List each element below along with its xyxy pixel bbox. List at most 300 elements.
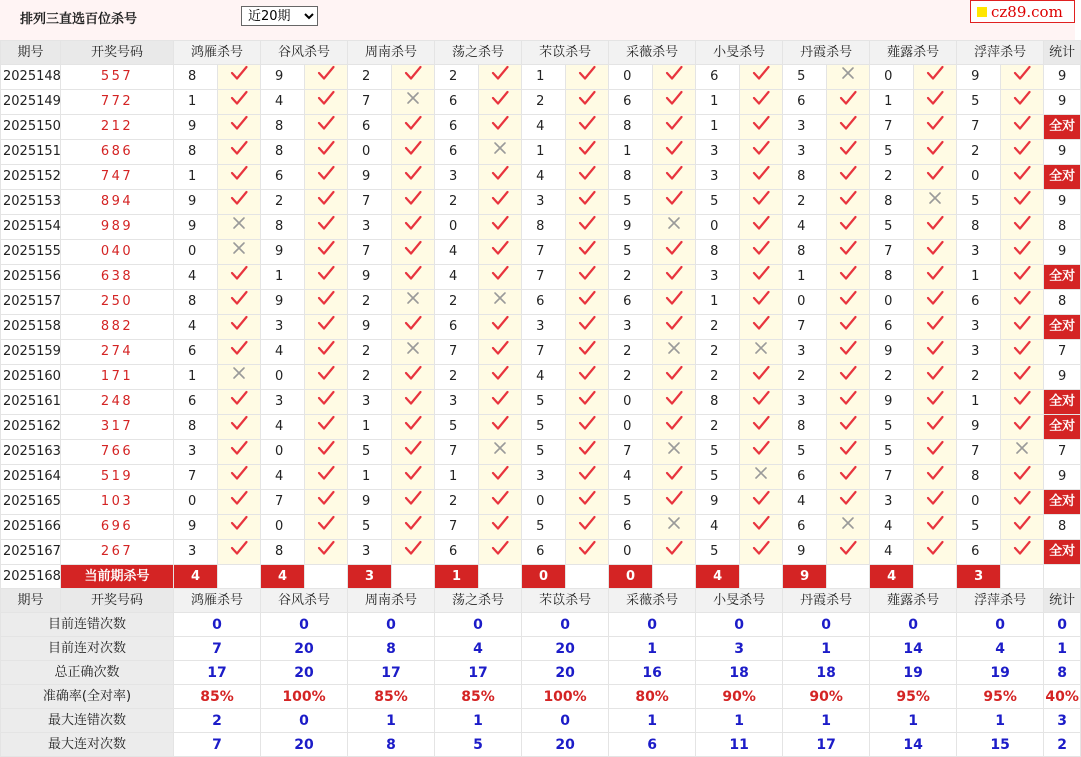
check-icon — [392, 240, 435, 265]
column-header: 开奖号码 — [61, 41, 174, 65]
column-header: 薤露杀号 — [870, 589, 957, 613]
empty-cell — [305, 565, 348, 589]
kill-number-cell: 0 — [261, 515, 305, 540]
kill-number-cell: 6 — [435, 540, 479, 565]
kill-number-cell: 9 — [870, 340, 914, 365]
kill-number-cell: 7 — [435, 515, 479, 540]
kill-number-cell: 2 — [696, 415, 740, 440]
kill-number-cell: 3 — [609, 315, 653, 340]
summary-value: 20 — [261, 637, 348, 661]
period-cell: 2025151 — [1, 140, 61, 165]
kill-number-cell: 6 — [696, 65, 740, 90]
column-header: 周南杀号 — [348, 589, 435, 613]
check-icon — [740, 215, 783, 240]
check-icon — [740, 165, 783, 190]
summary-value: 1 — [1044, 637, 1081, 661]
draw-number-cell: 557 — [61, 65, 174, 90]
check-icon — [305, 540, 348, 565]
period-cell: 2025163 — [1, 440, 61, 465]
column-header: 鸿雁杀号 — [174, 589, 261, 613]
summary-value: 90% — [696, 685, 783, 709]
check-icon — [827, 315, 870, 340]
check-icon — [653, 465, 696, 490]
check-icon — [740, 115, 783, 140]
kill-number-cell: 9 — [348, 165, 392, 190]
kill-number-cell: 7 — [609, 440, 653, 465]
check-icon — [479, 340, 522, 365]
check-icon — [218, 340, 261, 365]
summary-row — [1, 733, 1081, 757]
check-icon — [566, 340, 609, 365]
kill-number-cell: 1 — [348, 415, 392, 440]
check-icon — [392, 365, 435, 390]
summary-value: 6 — [609, 733, 696, 757]
kill-number-cell: 5 — [870, 440, 914, 465]
column-header: 期号 — [1, 41, 61, 65]
check-icon — [305, 315, 348, 340]
kill-number-cell: 3 — [783, 115, 827, 140]
kill-number-cell: 1 — [957, 265, 1001, 290]
period-cell: 2025158 — [1, 315, 61, 340]
table-row — [1, 140, 1081, 165]
kill-number-cell: 1 — [696, 290, 740, 315]
summary-value: 0 — [609, 613, 696, 637]
summary-value: 20 — [522, 661, 609, 685]
kill-number-cell: 4 — [696, 515, 740, 540]
kill-number-cell: 4 — [261, 415, 305, 440]
draw-number-cell: 747 — [61, 165, 174, 190]
cross-icon — [218, 365, 261, 390]
summary-value: 1 — [957, 709, 1044, 733]
kill-number-cell: 0 — [609, 540, 653, 565]
check-icon — [566, 465, 609, 490]
check-icon — [914, 165, 957, 190]
kill-number-cell: 2 — [435, 290, 479, 315]
kill-number-cell: 8 — [261, 215, 305, 240]
current-kill-number: 0 — [522, 565, 566, 589]
current-kill-number: 4 — [174, 565, 218, 589]
kill-number-cell: 5 — [870, 415, 914, 440]
current-kill-number: 1 — [435, 565, 479, 589]
kill-number-cell: 9 — [174, 515, 218, 540]
check-icon — [653, 265, 696, 290]
period-cell: 2025161 — [1, 390, 61, 415]
check-icon — [392, 215, 435, 240]
check-icon — [305, 515, 348, 540]
check-icon — [479, 365, 522, 390]
check-icon — [1001, 515, 1044, 540]
kill-number-cell: 4 — [174, 265, 218, 290]
cross-icon — [392, 340, 435, 365]
stat-cell: 8 — [1044, 515, 1081, 540]
table-header-row — [1, 589, 1081, 613]
check-icon — [914, 440, 957, 465]
cross-icon — [827, 65, 870, 90]
check-icon — [305, 365, 348, 390]
check-icon — [218, 165, 261, 190]
check-icon — [392, 490, 435, 515]
check-icon — [479, 415, 522, 440]
kill-number-cell: 6 — [174, 340, 218, 365]
check-icon — [827, 415, 870, 440]
check-icon — [740, 90, 783, 115]
kill-number-cell: 9 — [261, 290, 305, 315]
check-icon — [305, 215, 348, 240]
kill-number-cell: 3 — [348, 540, 392, 565]
summary-value: 95% — [870, 685, 957, 709]
kill-number-cell: 2 — [522, 90, 566, 115]
summary-value: 0 — [957, 613, 1044, 637]
stat-cell: 全对 — [1044, 115, 1081, 140]
table-row — [1, 90, 1081, 115]
summary-value: 20 — [261, 733, 348, 757]
check-icon — [740, 415, 783, 440]
cross-icon — [914, 190, 957, 215]
summary-value: 17 — [174, 661, 261, 685]
summary-row — [1, 709, 1081, 733]
check-icon — [305, 140, 348, 165]
kill-number-cell: 3 — [870, 490, 914, 515]
draw-number-cell: 171 — [61, 365, 174, 390]
summary-label: 总正确次数 — [1, 661, 174, 685]
summary-value: 0 — [783, 613, 870, 637]
stat-cell: 7 — [1044, 340, 1081, 365]
check-icon — [914, 415, 957, 440]
check-icon — [827, 90, 870, 115]
kill-number-cell: 3 — [957, 315, 1001, 340]
check-icon — [827, 115, 870, 140]
kill-number-cell: 3 — [348, 390, 392, 415]
draw-number-cell: 250 — [61, 290, 174, 315]
kill-number-cell: 5 — [696, 440, 740, 465]
empty-cell — [1044, 565, 1081, 589]
check-icon — [653, 365, 696, 390]
check-icon — [305, 465, 348, 490]
summary-label: 目前连错次数 — [1, 613, 174, 637]
draw-number-cell: 772 — [61, 90, 174, 115]
kill-number-cell: 1 — [174, 90, 218, 115]
kill-number-cell: 2 — [348, 340, 392, 365]
check-icon — [392, 390, 435, 415]
check-icon — [1001, 65, 1044, 90]
kill-number-cell: 6 — [435, 90, 479, 115]
kill-number-cell: 5 — [696, 190, 740, 215]
kill-number-cell: 7 — [435, 340, 479, 365]
summary-value: 0 — [696, 613, 783, 637]
check-icon — [653, 540, 696, 565]
kill-number-cell: 8 — [783, 415, 827, 440]
check-icon — [566, 540, 609, 565]
column-header: 荡之杀号 — [435, 589, 522, 613]
kill-number-cell: 3 — [522, 315, 566, 340]
summary-value: 4 — [435, 637, 522, 661]
current-kill-number: 4 — [870, 565, 914, 589]
kill-number-cell: 2 — [348, 365, 392, 390]
check-icon — [479, 190, 522, 215]
stat-cell: 9 — [1044, 240, 1081, 265]
kill-number-cell: 9 — [174, 190, 218, 215]
kill-number-cell: 5 — [870, 140, 914, 165]
kill-number-cell: 6 — [957, 290, 1001, 315]
kill-number-cell: 0 — [174, 490, 218, 515]
kill-number-cell: 8 — [870, 265, 914, 290]
period-cell: 2025156 — [1, 265, 61, 290]
kill-number-cell: 1 — [435, 465, 479, 490]
logo-square-icon — [977, 7, 987, 17]
summary-value: 7 — [174, 637, 261, 661]
stat-cell: 全对 — [1044, 315, 1081, 340]
kill-number-cell: 2 — [783, 190, 827, 215]
check-icon — [827, 340, 870, 365]
check-icon — [566, 190, 609, 215]
check-icon — [305, 290, 348, 315]
draw-number-cell: 686 — [61, 140, 174, 165]
kill-number-cell: 7 — [348, 240, 392, 265]
check-icon — [392, 265, 435, 290]
empty-cell — [392, 565, 435, 589]
draw-number-cell: 696 — [61, 515, 174, 540]
check-icon — [653, 415, 696, 440]
kill-number-cell: 5 — [522, 390, 566, 415]
current-period-row — [1, 565, 1081, 589]
cross-icon — [392, 90, 435, 115]
cross-icon — [653, 340, 696, 365]
site-logo[interactable] — [970, 0, 1075, 23]
column-header: 荡之杀号 — [435, 41, 522, 65]
kill-number-cell: 4 — [870, 515, 914, 540]
summary-value: 0 — [522, 613, 609, 637]
kill-number-cell: 1 — [174, 365, 218, 390]
kill-number-cell: 4 — [522, 115, 566, 140]
summary-value: 14 — [870, 637, 957, 661]
check-icon — [392, 65, 435, 90]
check-icon — [914, 290, 957, 315]
check-icon — [914, 515, 957, 540]
check-icon — [218, 315, 261, 340]
check-icon — [653, 65, 696, 90]
top-bar — [0, 0, 1075, 41]
summary-value: 85% — [435, 685, 522, 709]
kill-number-cell: 9 — [261, 65, 305, 90]
check-icon — [566, 215, 609, 240]
check-icon — [914, 115, 957, 140]
kill-number-cell: 3 — [261, 315, 305, 340]
summary-value: 14 — [870, 733, 957, 757]
kill-number-cell: 2 — [348, 65, 392, 90]
check-icon — [914, 140, 957, 165]
summary-row — [1, 613, 1081, 637]
column-header: 浮萍杀号 — [957, 589, 1044, 613]
summary-value: 15 — [957, 733, 1044, 757]
check-icon — [827, 540, 870, 565]
check-icon — [1001, 340, 1044, 365]
check-icon — [218, 540, 261, 565]
check-icon — [305, 490, 348, 515]
cross-icon — [653, 440, 696, 465]
table-row — [1, 265, 1081, 290]
kill-number-cell: 2 — [696, 365, 740, 390]
summary-value: 1 — [435, 709, 522, 733]
kill-number-cell: 1 — [696, 115, 740, 140]
stat-cell: 全对 — [1044, 415, 1081, 440]
check-icon — [566, 265, 609, 290]
empty-cell — [740, 565, 783, 589]
check-icon — [740, 140, 783, 165]
check-icon — [1001, 240, 1044, 265]
kill-number-cell: 1 — [783, 265, 827, 290]
check-icon — [653, 390, 696, 415]
column-header: 丹霞杀号 — [783, 589, 870, 613]
kill-number-cell: 6 — [435, 140, 479, 165]
column-header: 周南杀号 — [348, 41, 435, 65]
summary-value: 8 — [348, 733, 435, 757]
kill-number-cell: 9 — [957, 65, 1001, 90]
kill-number-cell: 9 — [174, 215, 218, 240]
draw-number-cell: 766 — [61, 440, 174, 465]
summary-value: 100% — [522, 685, 609, 709]
kill-number-cell: 9 — [957, 415, 1001, 440]
check-icon — [827, 365, 870, 390]
logo-text: cz89.com — [991, 2, 1063, 21]
check-icon — [1001, 190, 1044, 215]
column-header: 小旻杀号 — [696, 41, 783, 65]
summary-value: 0 — [261, 709, 348, 733]
empty-cell — [827, 565, 870, 589]
summary-value: 0 — [435, 613, 522, 637]
kill-number-cell: 9 — [174, 115, 218, 140]
kill-number-cell: 8 — [174, 140, 218, 165]
check-icon — [218, 190, 261, 215]
summary-value: 1 — [696, 709, 783, 733]
summary-value: 0 — [870, 613, 957, 637]
current-kill-number: 4 — [261, 565, 305, 589]
summary-row — [1, 685, 1081, 709]
kill-number-cell: 3 — [696, 140, 740, 165]
check-icon — [740, 290, 783, 315]
kill-number-cell: 6 — [261, 165, 305, 190]
summary-value: 95% — [957, 685, 1044, 709]
kill-number-cell: 4 — [261, 465, 305, 490]
summary-value: 1 — [870, 709, 957, 733]
check-icon — [479, 515, 522, 540]
kill-number-cell: 5 — [609, 190, 653, 215]
summary-value: 1 — [783, 637, 870, 661]
kill-number-cell: 6 — [609, 515, 653, 540]
column-header: 统计 — [1044, 589, 1081, 613]
check-icon — [827, 240, 870, 265]
kill-number-cell: 7 — [261, 490, 305, 515]
kill-number-cell: 7 — [522, 265, 566, 290]
kill-number-cell: 2 — [696, 340, 740, 365]
check-icon — [1001, 115, 1044, 140]
kill-number-cell: 8 — [522, 215, 566, 240]
check-icon — [914, 365, 957, 390]
kill-number-cell: 5 — [348, 515, 392, 540]
kill-number-cell: 2 — [783, 365, 827, 390]
current-kill-number: 0 — [609, 565, 653, 589]
period-select[interactable] — [241, 6, 318, 26]
check-icon — [305, 415, 348, 440]
cross-icon — [479, 440, 522, 465]
kill-number-cell: 9 — [348, 490, 392, 515]
check-icon — [1001, 140, 1044, 165]
check-icon — [218, 415, 261, 440]
period-cell: 2025162 — [1, 415, 61, 440]
kill-number-cell: 2 — [957, 365, 1001, 390]
period-cell: 2025149 — [1, 90, 61, 115]
kill-number-cell: 5 — [783, 65, 827, 90]
kill-number-cell: 7 — [174, 465, 218, 490]
kill-number-cell: 1 — [522, 140, 566, 165]
kill-number-cell: 2 — [870, 165, 914, 190]
kill-number-cell: 1 — [174, 165, 218, 190]
check-icon — [1001, 290, 1044, 315]
kill-number-cell: 7 — [870, 240, 914, 265]
summary-value: 19 — [957, 661, 1044, 685]
check-icon — [305, 265, 348, 290]
check-icon — [479, 265, 522, 290]
summary-value: 40% — [1044, 685, 1081, 709]
kill-number-cell: 3 — [348, 215, 392, 240]
draw-number-cell: 882 — [61, 315, 174, 340]
kill-number-cell: 5 — [522, 515, 566, 540]
kill-number-cell: 6 — [609, 90, 653, 115]
table-header-row — [1, 41, 1081, 65]
check-icon — [1001, 490, 1044, 515]
check-icon — [740, 515, 783, 540]
check-icon — [566, 440, 609, 465]
kill-number-cell: 0 — [522, 490, 566, 515]
kill-number-cell: 7 — [870, 465, 914, 490]
period-cell: 2025159 — [1, 340, 61, 365]
summary-value: 8 — [348, 637, 435, 661]
stat-cell: 全对 — [1044, 265, 1081, 290]
kill-number-cell: 5 — [348, 440, 392, 465]
check-icon — [392, 165, 435, 190]
kill-number-cell: 7 — [522, 340, 566, 365]
check-icon — [914, 465, 957, 490]
kill-number-cell: 7 — [348, 190, 392, 215]
summary-label: 目前连对次数 — [1, 637, 174, 661]
draw-number-cell: 248 — [61, 390, 174, 415]
check-icon — [1001, 90, 1044, 115]
kill-number-cell: 0 — [261, 440, 305, 465]
check-icon — [305, 340, 348, 365]
summary-value: 80% — [609, 685, 696, 709]
kill-number-cell: 6 — [435, 315, 479, 340]
check-icon — [305, 190, 348, 215]
check-icon — [479, 390, 522, 415]
check-icon — [740, 265, 783, 290]
check-icon — [566, 390, 609, 415]
cross-icon — [740, 340, 783, 365]
kill-number-cell: 0 — [435, 215, 479, 240]
kill-number-cell: 4 — [435, 265, 479, 290]
check-icon — [740, 240, 783, 265]
check-icon — [479, 215, 522, 240]
table-row — [1, 290, 1081, 315]
check-icon — [1001, 540, 1044, 565]
kill-number-cell: 6 — [609, 290, 653, 315]
draw-number-cell: 989 — [61, 215, 174, 240]
empty-cell — [914, 565, 957, 589]
empty-cell — [1001, 565, 1044, 589]
kill-number-cell: 5 — [870, 215, 914, 240]
column-header: 芣苡杀号 — [522, 589, 609, 613]
summary-value: 20 — [522, 637, 609, 661]
page-title: 排列三直选百位杀号 — [20, 12, 138, 27]
draw-number-cell: 212 — [61, 115, 174, 140]
